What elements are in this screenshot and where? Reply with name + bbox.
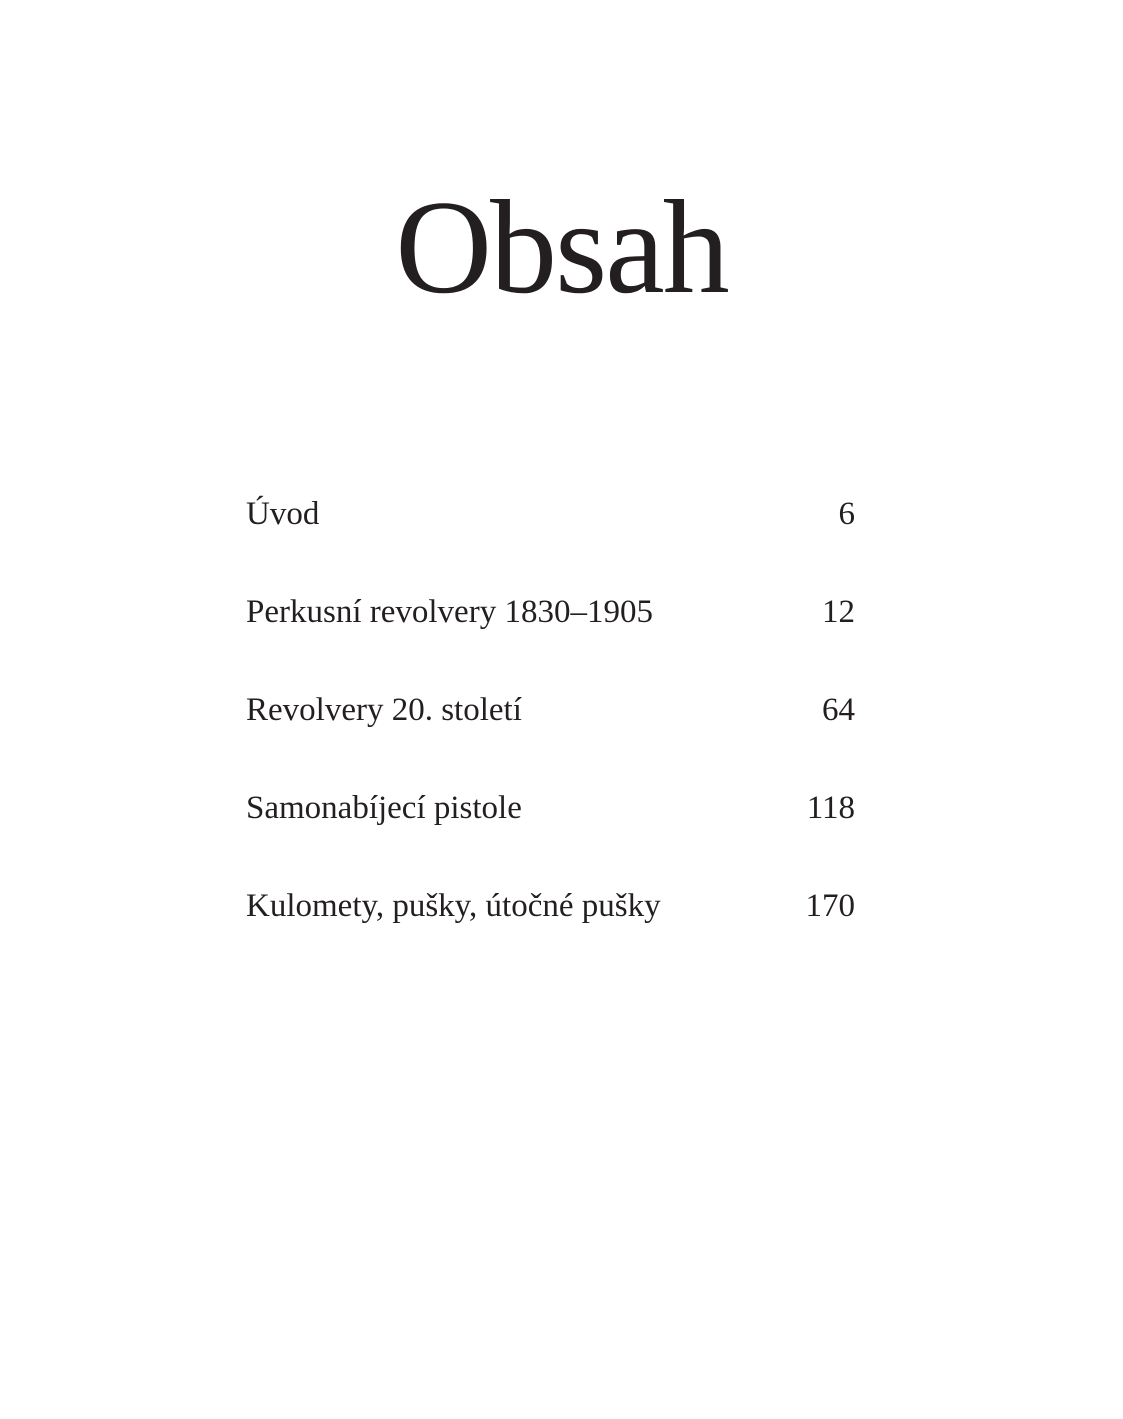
toc-entry-page-number: 12 (822, 594, 855, 630)
toc-entry-uvod[interactable] (246, 489, 855, 587)
toc-entry-title: Perkusní revolvery 1830–1905 (246, 594, 653, 630)
toc-entry-perkusni-revolvery[interactable] (246, 587, 855, 685)
toc-entry-kulomety-pusky[interactable] (246, 881, 855, 979)
toc-entry-title: Revolvery 20. století (246, 692, 522, 728)
toc-entry-title: Kulomety, pušky, útočné pušky (246, 888, 661, 924)
toc-entry-title: Úvod (246, 496, 320, 532)
toc-entry-page-number: 170 (805, 888, 855, 924)
toc-entry-samonabijeci-pistole[interactable] (246, 783, 855, 881)
toc-entry-title: Samonabíjecí pistole (246, 790, 522, 826)
toc-entry-page-number: 118 (806, 790, 855, 826)
page-title: Obsah (395, 173, 728, 321)
table-of-contents (246, 489, 855, 979)
toc-entry-page-number: 6 (838, 496, 855, 532)
toc-entry-page-number: 64 (822, 692, 855, 728)
toc-entry-revolvery-20-stoleti[interactable] (246, 685, 855, 783)
